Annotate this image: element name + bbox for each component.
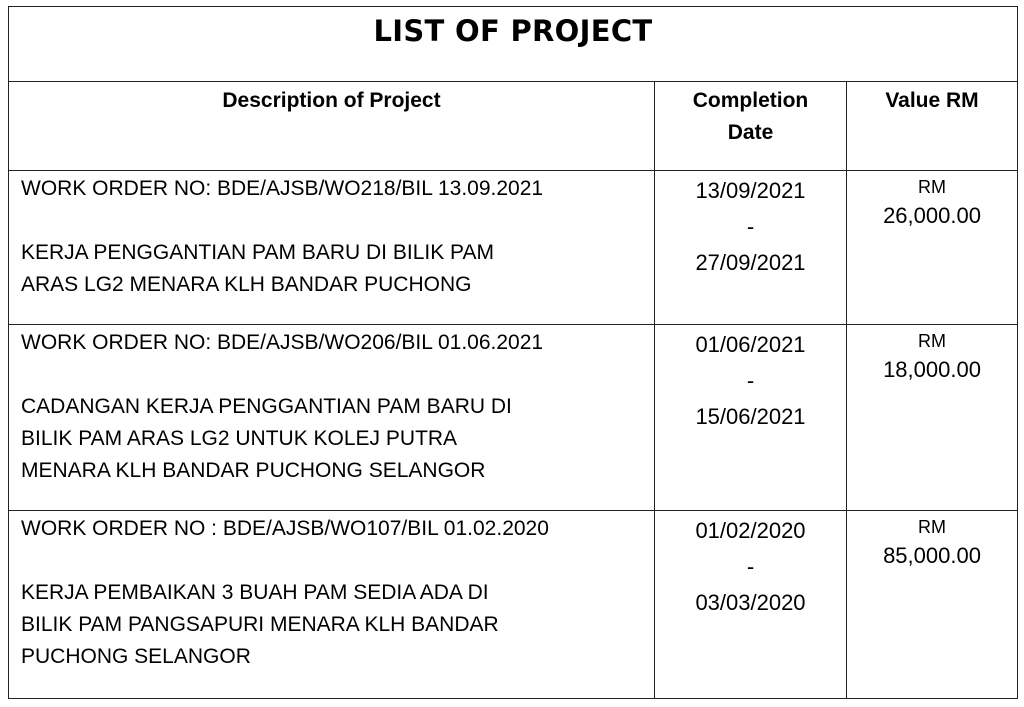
currency-label: RM	[918, 331, 946, 351]
work-description-line: KERJA PEMBAIKAN 3 BUAH PAM SEDIA ADA DI	[21, 581, 489, 604]
project-amount: 26,000.00	[883, 203, 981, 228]
project-amount: 85,000.00	[883, 543, 981, 568]
table-row-1-description	[9, 171, 655, 325]
start-date: 01/06/2021	[695, 332, 806, 357]
header-description-label: Description of Project	[222, 89, 441, 112]
header-completion-date	[655, 82, 847, 171]
work-description-line: CADANGAN KERJA PENGGANTIAN PAM BARU DI	[21, 395, 512, 418]
start-date: 01/02/2020	[695, 518, 806, 543]
work-description-line: ARAS LG2 MENARA KLH BANDAR PUCHONG	[21, 273, 472, 296]
work-order-number: WORK ORDER NO : BDE/AJSB/WO107/BIL 01.02.2020	[21, 517, 549, 540]
work-description-line: BILIK PAM PANGSAPURI MENARA KLH BANDAR	[21, 613, 499, 636]
table-row-3-description	[9, 511, 655, 698]
table-row-3-value	[847, 511, 1017, 698]
page-title: LIST OF PROJECT	[373, 14, 653, 48]
table-row-1-completion-date	[655, 171, 847, 325]
table-row-2-value	[847, 325, 1017, 511]
work-description-line: KERJA PENGGANTIAN PAM BARU DI BILIK PAM	[21, 241, 494, 264]
work-order-number: WORK ORDER NO: BDE/AJSB/WO206/BIL 01.06.2021	[21, 331, 544, 354]
table-row-1-value	[847, 171, 1017, 325]
header-value-label: Value RM	[885, 89, 979, 112]
table-grid	[9, 82, 1017, 698]
start-date: 13/09/2021	[695, 178, 806, 203]
end-date: 27/09/2021	[695, 250, 806, 275]
title-row	[9, 7, 1017, 82]
date-separator: -	[746, 368, 755, 393]
header-completion-label-line2: Date	[727, 121, 774, 144]
work-description-line: PUCHONG SELANGOR	[21, 645, 251, 668]
date-separator: -	[746, 554, 755, 579]
header-description	[9, 82, 655, 171]
work-description-line: MENARA KLH BANDAR PUCHONG SELANGOR	[21, 459, 486, 482]
table-row-2-description	[9, 325, 655, 511]
currency-label: RM	[918, 177, 946, 197]
currency-label: RM	[918, 517, 946, 537]
date-separator: -	[746, 214, 755, 239]
end-date: 15/06/2021	[695, 404, 806, 429]
table-row-2-completion-date	[655, 325, 847, 511]
header-value	[847, 82, 1017, 171]
project-list-table	[8, 6, 1018, 699]
work-description-line: BILIK PAM ARAS LG2 UNTUK KOLEJ PUTRA	[21, 427, 458, 450]
project-amount: 18,000.00	[883, 357, 981, 382]
end-date: 03/03/2020	[695, 590, 806, 615]
table-row-3-completion-date	[655, 511, 847, 698]
header-completion-label-line1: Completion	[692, 89, 809, 112]
work-order-number: WORK ORDER NO: BDE/AJSB/WO218/BIL 13.09.2021	[21, 177, 544, 200]
